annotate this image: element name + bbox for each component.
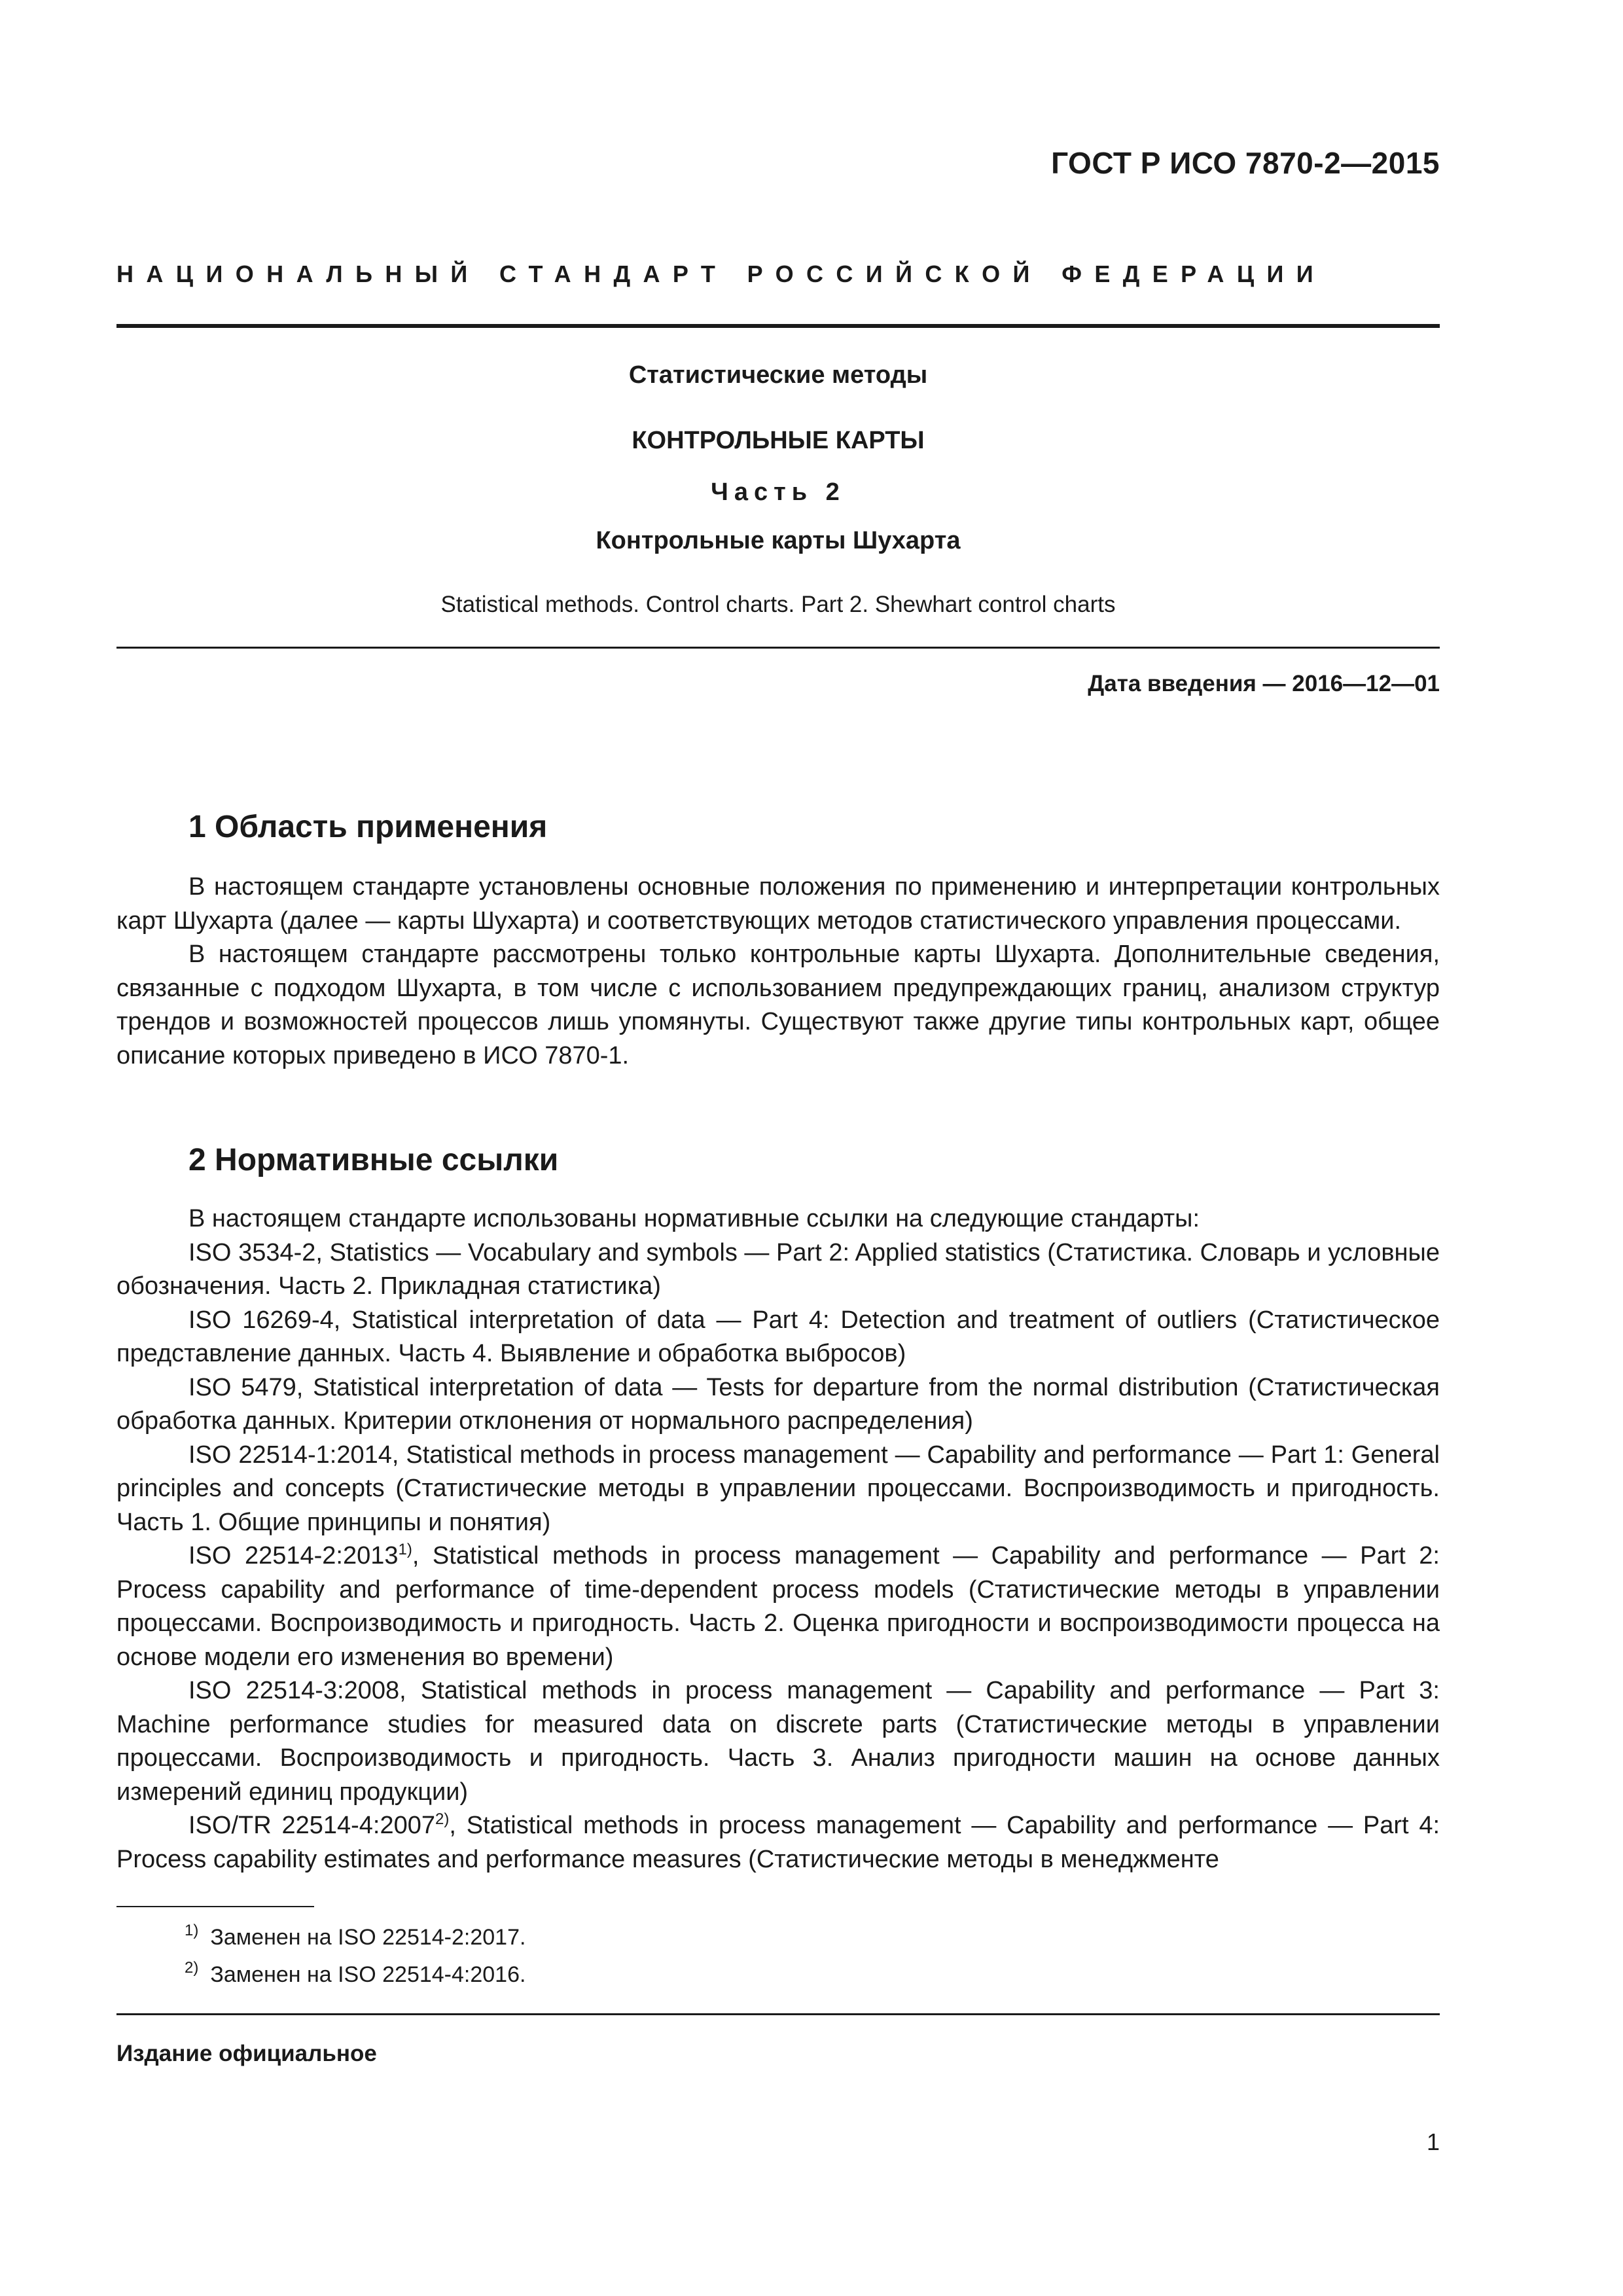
footnote xyxy=(185,1956,526,1994)
section-1-paragraph: В настоящем стандарте рассмотрены только контрольные карты Шухарта. Дополнительные сведения, связанные с подходом Шухарта, в том числе с использованием предупреждающих границ, анализом структур трендов и возможностей процессов лишь упомянуты. Существуют также другие типы контрольных карт, общее описание которых приведено в ИСО 7870-1. xyxy=(116,941,1440,1069)
doc-number: ГОСТ Р ИСО 7870-2—2015 xyxy=(1051,146,1440,180)
footnote xyxy=(185,1919,526,1956)
normative-reference xyxy=(116,1809,1440,1876)
page-number: 1 xyxy=(1426,2128,1440,2155)
title-rule xyxy=(116,647,1440,649)
document-page xyxy=(116,0,1440,2296)
reference-text: , Statistical methods in process management — Capability and performance — Part 2: Process capability and performance of time-dependent process models (Статистические методы в управлении процессами. Воспроизводимость и пригодность. Часть 2. Оценка пригодности и воспроизводимости процесса на основе модели его изменения во времени) xyxy=(116,1542,1440,1671)
section-2-body xyxy=(116,1202,1440,1876)
footnote-mark: 2) xyxy=(435,1810,450,1828)
footnote-text: Заменен на ISO 22514-2:2017. xyxy=(210,1925,526,1950)
footnotes xyxy=(185,1919,526,1994)
footnote-separator xyxy=(116,1906,314,1907)
normative-reference: ISO 22514-1:2014, Statistical methods in process management — Capability and performance — Part 1: General principles and concepts (Статистические методы в управлении процессами. Воспроизводимость и пригодность. Часть 1. Общие принципы и понятия) xyxy=(116,1441,1440,1536)
footnote-mark: 1) xyxy=(185,1922,199,1939)
title-line-3: Часть 2 xyxy=(711,478,846,506)
national-standard-header: НАЦИОНАЛЬНЫЙ СТАНДАРТ РОССИЙСКОЙ ФЕДЕРАЦИИ xyxy=(116,260,1327,287)
title-line-1: Статистические методы xyxy=(628,361,928,389)
footnote-mark: 1) xyxy=(398,1541,412,1558)
normative-reference: ISO 22514-3:2008, Statistical methods in process management — Capability and performance — Part 3: Machine performance studies for measured data on discrete parts (Статистические методы в управлении процессами. Воспроизводимость и пригодность. Часть 3. Анализ пригодности машин на основе данных измерений единиц продукции) xyxy=(116,1677,1440,1806)
reference-code: ISO/TR 22514-4:2007 xyxy=(188,1812,436,1839)
title-line-2: КОНТРОЛЬНЫЕ КАРТЫ xyxy=(632,427,925,454)
footer-rule xyxy=(116,2013,1440,2015)
normative-reference: ISO 3534-2, Statistics — Vocabulary and symbols — Part 2: Applied statistics (Статистика. Словарь и условные обозначения. Часть 2. Прикладная статистика) xyxy=(116,1238,1440,1300)
introduction-date: Дата введения — 2016—12—01 xyxy=(1088,671,1440,696)
section-1-paragraph: В настоящем стандарте установлены основные положения по применению и интерпретации контрольных карт Шухарта (далее — карты Шухарта) и соответствующих методов статистического управления процессами. xyxy=(116,873,1440,935)
header-rule xyxy=(116,324,1440,328)
section-2-title: 2 Нормативные ссылки xyxy=(188,1143,559,1177)
normative-refs-intro: В настоящем стандарте использованы нормативные ссылки на следующие стандарты: xyxy=(188,1205,1200,1232)
title-line-4: Контрольные карты Шухарта xyxy=(596,527,961,554)
section-1-title: 1 Область применения xyxy=(188,810,548,844)
reference-code: ISO 22514-2:2013 xyxy=(188,1542,399,1570)
footnote-mark: 2) xyxy=(185,1959,199,1977)
footnote-text: Заменен на ISO 22514-4:2016. xyxy=(210,1962,526,1987)
normative-reference xyxy=(116,1539,1440,1674)
official-edition-label: Издание официальное xyxy=(116,2041,377,2066)
section-1-body xyxy=(116,870,1440,1073)
reference-text: , Statistical methods in process management — Capability and performance — Part 4: Process capability estimates and performance measures (Статистические методы в менеджменте xyxy=(116,1812,1440,1873)
english-title: Statistical methods. Control charts. Part 2. Shewhart control charts xyxy=(440,592,1116,617)
normative-reference: ISO 16269-4, Statistical interpretation of data — Part 4: Detection and treatment of outliers (Статистическое представление данных. Часть 4. Выявление и обработка выбросов) xyxy=(116,1306,1440,1367)
normative-reference: ISO 5479, Statistical interpretation of data — Tests for departure from the normal distribution (Статистическая обработка данных. Критерии отклонения от нормального распределения) xyxy=(116,1373,1440,1435)
